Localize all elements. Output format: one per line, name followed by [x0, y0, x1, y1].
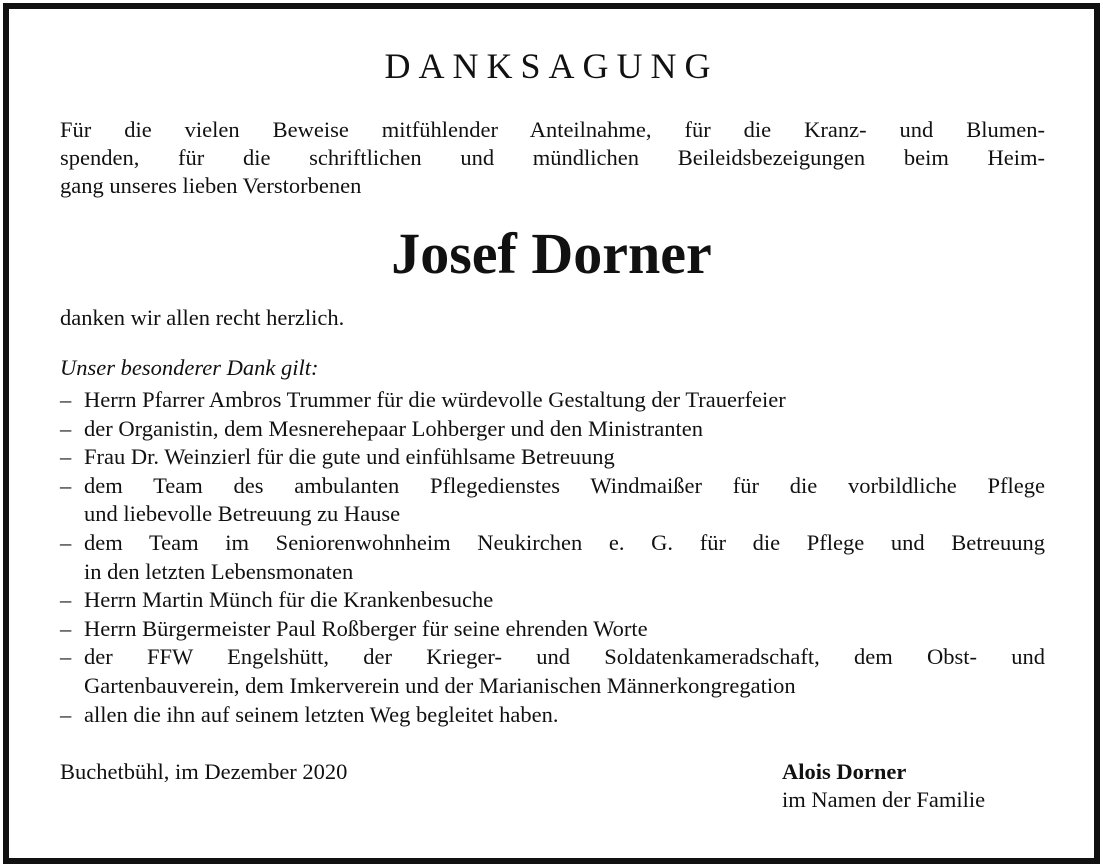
dash-bullet: –	[60, 472, 72, 498]
dash-bullet: –	[60, 587, 72, 613]
notice-heading: DANKSAGUNG	[384, 46, 719, 86]
dash-bullet: –	[60, 387, 72, 412]
thanks-item	[60, 472, 1045, 529]
thanks-item-line: dem Team im Seniorenwohnheim Neukirchen e. G. für die Pflege und Betreuung	[84, 529, 1045, 555]
thanks-item-line: der FFW Engelshütt, der Krieger- und Soldatenkameradschaft, dem Obst- und	[84, 644, 1045, 670]
thanks-item-line: allen die ihn auf seinem letzten Weg begleitet haben.	[84, 701, 559, 727]
thanks-item-line: Herrn Bürgermeister Paul Roßberger für seine ehrenden Worte	[84, 615, 648, 641]
thanks-line: danken wir allen recht herzlich.	[60, 305, 345, 330]
thanks-item-line: Gartenbauverein, dem Imkerverein und der Marianischen Männerkongregation	[84, 672, 796, 698]
thanks-item	[60, 615, 1045, 644]
intro-line: Für die vielen Beweise mitfühlender Anteilnahme, für die Kranz- und Blumen-	[60, 117, 1045, 142]
thanks-item-line: Herrn Martin Münch für die Krankenbesuche	[84, 587, 494, 613]
thanks-item	[60, 386, 1045, 415]
dash-bullet: –	[60, 644, 72, 670]
thanks-item	[60, 701, 1045, 730]
intro-line: spenden, für die schriftlichen und mündlichen Beileidsbezeigungen beim Heim-	[60, 145, 1045, 170]
thanks-item	[60, 415, 1045, 444]
dash-bullet: –	[60, 701, 72, 727]
thanks-item-line: Herrn Pfarrer Ambros Trummer für die würdevolle Gestaltung der Trauerfeier	[84, 387, 786, 412]
signer-name: Alois Dorner	[782, 759, 907, 784]
signer-role: im Namen der Familie	[782, 787, 986, 812]
thanks-item-line: dem Team des ambulanten Pflegedienstes Windmaißer für die vorbildliche Pflege	[84, 472, 1045, 498]
thanks-item	[60, 529, 1045, 586]
special-thanks-label: Unser besonderer Dank gilt:	[60, 355, 319, 380]
thanks-item	[60, 586, 1045, 615]
dash-bullet: –	[60, 415, 72, 441]
dash-bullet: –	[60, 529, 72, 555]
thanks-item	[60, 643, 1045, 700]
thanks-item	[60, 443, 1045, 472]
thanks-list	[60, 386, 1045, 729]
dash-bullet: –	[60, 444, 72, 470]
thanks-item-line: Frau Dr. Weinzierl für die gute und einfühlsame Betreuung	[84, 444, 615, 470]
deceased-name: Josef Dorner	[391, 221, 712, 286]
thanks-item-line: der Organistin, dem Mesnerehepaar Lohberger und den Ministranten	[84, 415, 703, 441]
place-date: Buchetbühl, im Dezember 2020	[60, 759, 348, 784]
intro-paragraph	[60, 116, 1045, 200]
dash-bullet: –	[60, 615, 72, 641]
thanks-item-line: in den letzten Lebensmonaten	[84, 558, 354, 584]
thanks-item-line: und liebevolle Betreuung zu Hause	[84, 501, 401, 527]
intro-line: gang unseres lieben Verstorbenen	[60, 173, 362, 198]
signature-block	[782, 758, 985, 814]
